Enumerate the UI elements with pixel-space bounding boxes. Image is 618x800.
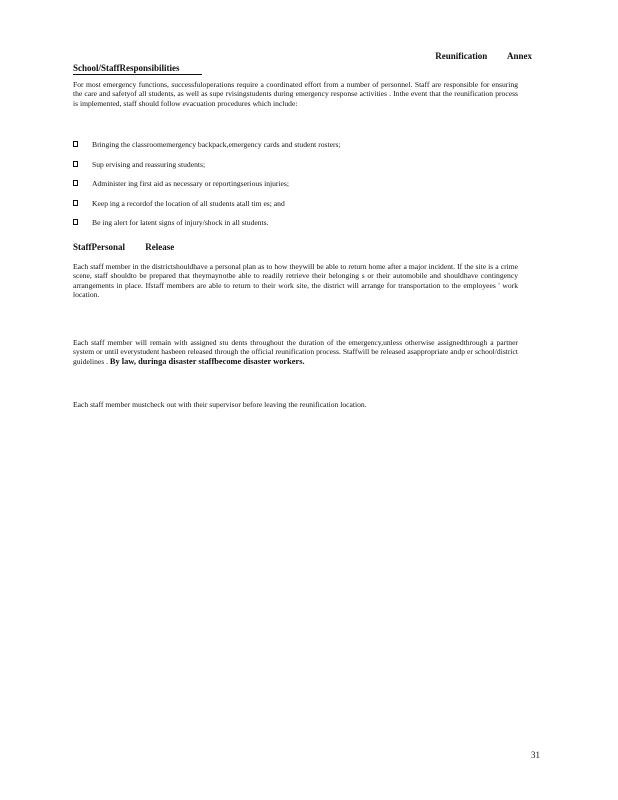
- list-item: [73, 218, 518, 238]
- personal-plan-paragraph: Each staff member in the districtshouldhave a personal plan as to how theywill be able to return home after a major incident. If the site is a crime scene, staff shouldto be prepared that theymaynotbe able to readily retrieve their belonging s or their automobile and shouldhave contingency arrangements in place. Ifstaff members are able to return to their work site, the district will arrange for transportation to the employees ' work location.: [73, 262, 518, 300]
- checkout-paragraph: Each staff member mustcheck out with their supervisor before leaving the reunification location.: [73, 400, 367, 409]
- section-heading-responsibilities: School/StaffResponsibilities: [73, 63, 202, 75]
- list-item: [73, 140, 518, 160]
- list-item-text: Be ing alert for latent signs of injury/shock in all students.: [92, 218, 269, 227]
- intro-paragraph: For most emergency functions, successfuloperations require a coordinated effort from a number of personnel. Staff are responsible for ensuring the care and safetyof all students, as well as supe rvisingstudents during emergency response activities . Inthe event that the reunification process is implemented, staff should follow evacuation procedures which include:: [73, 80, 518, 108]
- list-item-text: Bringing the classroomemergency backpack,emergency cards and student rosters;: [92, 140, 341, 149]
- list-item: [73, 199, 518, 219]
- list-item-text: Sup ervising and reassuring students;: [92, 159, 206, 169]
- list-item: [73, 160, 518, 180]
- list-item-text: Keep ing a recordof the location of all students atall tim es; and: [92, 198, 285, 208]
- bullet-box-icon: [73, 180, 78, 186]
- bullet-box-icon: [73, 200, 78, 206]
- annex-label: Reunification Annex: [435, 51, 532, 61]
- paragraph-text: Each staff member will remain with assigned stu dents throughout the duration of the emergency,unless otherwise assignedthrough a partner system or until everystudent hasbeen released through the official reunification process. Staffwill be released asappropriate andp er school/district guidelines .: [73, 338, 518, 366]
- bullet-box-icon: [73, 219, 78, 225]
- list-item: [73, 179, 518, 199]
- bullet-box-icon: [73, 161, 78, 167]
- disaster-workers-statement: By law, duringa disaster staffbecome disaster workers.: [109, 356, 305, 366]
- remain-with-students-paragraph: [73, 338, 518, 366]
- procedure-list: [73, 140, 518, 238]
- list-item-text: Administer ing first aid as necessary or reportingserious injuries;: [92, 179, 289, 188]
- section-heading-personal-release: StaffPersonal Release: [73, 242, 175, 252]
- page-number: 31: [531, 750, 540, 760]
- bullet-box-icon: [73, 141, 78, 147]
